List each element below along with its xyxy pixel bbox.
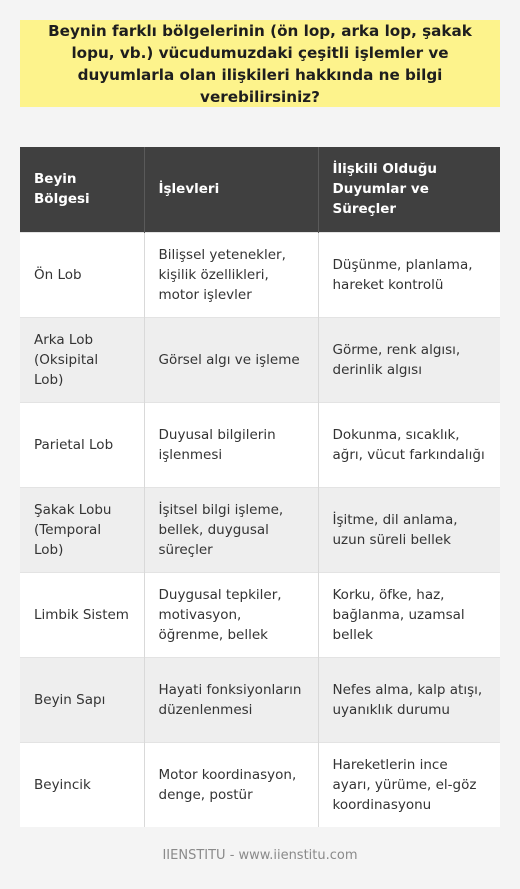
cell-functions: İşitsel bilgi işleme, bellek, duygusal süreçler: [144, 487, 318, 572]
table-header: [20, 147, 500, 232]
header-functions: İşlevleri: [144, 147, 318, 232]
cell-region: Ön Lob: [20, 232, 144, 317]
cell-senses: Düşünme, planlama, hareket kontrolü: [318, 232, 500, 317]
cell-region: Beyin Sapı: [20, 657, 144, 742]
table-body: [20, 232, 500, 827]
table-row: [20, 487, 500, 572]
table-row: [20, 572, 500, 657]
cell-senses: Dokunma, sıcaklık, ağrı, vücut farkındalığı: [318, 402, 500, 487]
header-brain-region: Beyin Bölgesi: [20, 147, 144, 232]
cell-region: Arka Lob (Oksipital Lob): [20, 317, 144, 402]
question-text: Beynin farklı bölgelerinin (ön lop, arka lop, şakak lopu, vb.) vücudumuzdaki çeşitli işlemler ve duyumlarla olan ilişkileri hakkında ne bilgi verebilirsiniz?: [48, 21, 472, 106]
table-header-row: [20, 147, 500, 232]
table-row: [20, 232, 500, 317]
cell-functions: Motor koordinasyon, denge, postür: [144, 742, 318, 827]
cell-functions: Bilişsel yetenekler, kişilik özellikleri, motor işlevler: [144, 232, 318, 317]
table-row: [20, 742, 500, 827]
cell-senses: İşitme, dil anlama, uzun süreli bellek: [318, 487, 500, 572]
cell-senses: Görme, renk algısı, derinlik algısı: [318, 317, 500, 402]
cell-region: Beyincik: [20, 742, 144, 827]
question-box: [20, 20, 500, 107]
cell-region: Parietal Lob: [20, 402, 144, 487]
cell-functions: Görsel algı ve işleme: [144, 317, 318, 402]
cell-functions: Duygusal tepkiler, motivasyon, öğrenme, bellek: [144, 572, 318, 657]
cell-senses: Nefes alma, kalp atışı, uyanıklık durumu: [318, 657, 500, 742]
cell-functions: Hayati fonksiyonların düzenlenmesi: [144, 657, 318, 742]
cell-senses: Korku, öfke, haz, bağlanma, uzamsal bellek: [318, 572, 500, 657]
cell-functions: Duyusal bilgilerin işlenmesi: [144, 402, 318, 487]
brain-regions-table: [20, 147, 500, 827]
table-row: [20, 657, 500, 742]
cell-senses: Hareketlerin ince ayarı, yürüme, el-göz koordinasyonu: [318, 742, 500, 827]
table-row: [20, 317, 500, 402]
header-related-senses: İlişkili Olduğu Duyumlar ve Süreçler: [318, 147, 500, 232]
table-row: [20, 402, 500, 487]
site-footer: IIENSTITU - www.iienstitu.com: [162, 848, 358, 863]
cell-region: Şakak Lobu (Temporal Lob): [20, 487, 144, 572]
cell-region: Limbik Sistem: [20, 572, 144, 657]
